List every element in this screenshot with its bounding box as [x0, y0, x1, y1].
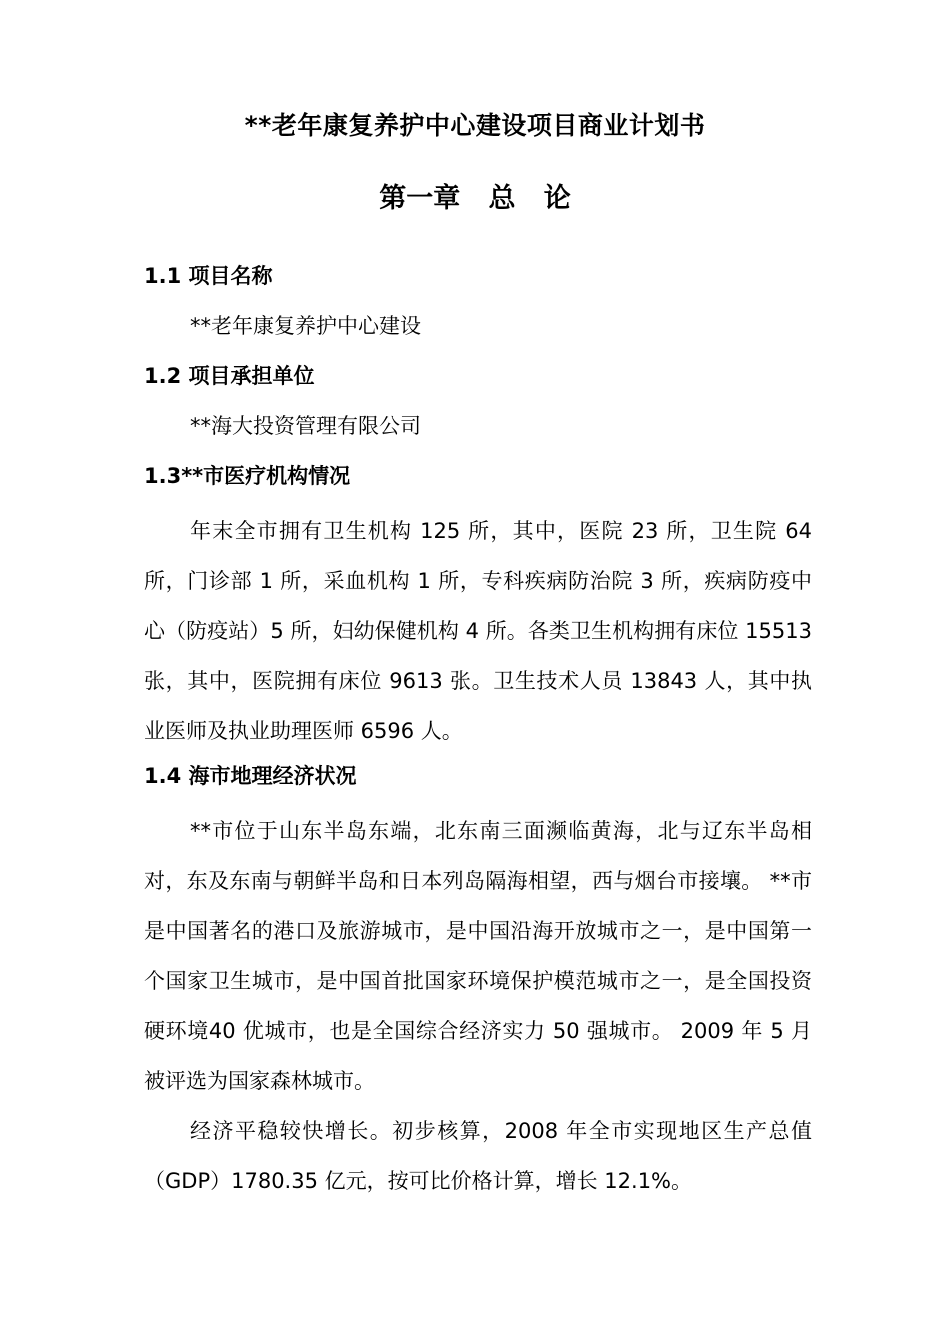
- section-1-4-paragraph-1: **市位于山东半岛东端，北东南三面濒临黄海，北与辽东半岛相对，东及东南与朝鲜半岛和日本列岛隔海相望，西与烟台市接壤。 **市是中国著名的港口及旅游城市，是中国沿海开放城市之一，是中国第一个国家卫生城市，是中国首批国家环境保护模范城市之一，是全国投资硬环境40 优城市，也是全国综合经济实力 50 强城市。 2009 年 5 月被评选为国家森林城市。: [144, 819, 812, 1093]
- section-1-3-paragraph: 年末全市拥有卫生机构 125 所，其中，医院 23 所，卫生院 64 所，门诊部 1 所，采血机构 1 所，专科疾病防治院 3 所，疾病防疫中心（防疫站）5 所，妇幼保健机构 4 所。各类卫生机构拥有床位 15513 张，其中，医院拥有床位 9613 张。卫生技术人员 13843 人，其中执业医师及执业助理医师 6596 人。: [144, 519, 812, 743]
- chapter-title: 第一章 总 论: [379, 183, 571, 214]
- section-1-4-paragraph-2: 经济平稳较快增长。初步核算，2008 年全市实现地区生产总值（GDP）1780.35 亿元，按可比价格计算，增长 12.1%。: [144, 1119, 812, 1193]
- section-heading-1-2: 1.2 项目承担单位: [144, 364, 315, 388]
- section-heading-1-1: 1.1 项目名称: [144, 264, 273, 288]
- section-1-2-paragraph: **海大投资管理有限公司: [190, 414, 421, 438]
- section-1-1-paragraph: **老年康复养护中心建设: [190, 314, 421, 338]
- document-title: **老年康复养护中心建设项目商业计划书: [244, 111, 706, 140]
- section-heading-1-4: 1.4 海市地理经济状况: [144, 764, 357, 788]
- document-body: [144, 256, 812, 1206]
- section-heading-1-3: 1.3**市医疗机构情况: [144, 464, 351, 488]
